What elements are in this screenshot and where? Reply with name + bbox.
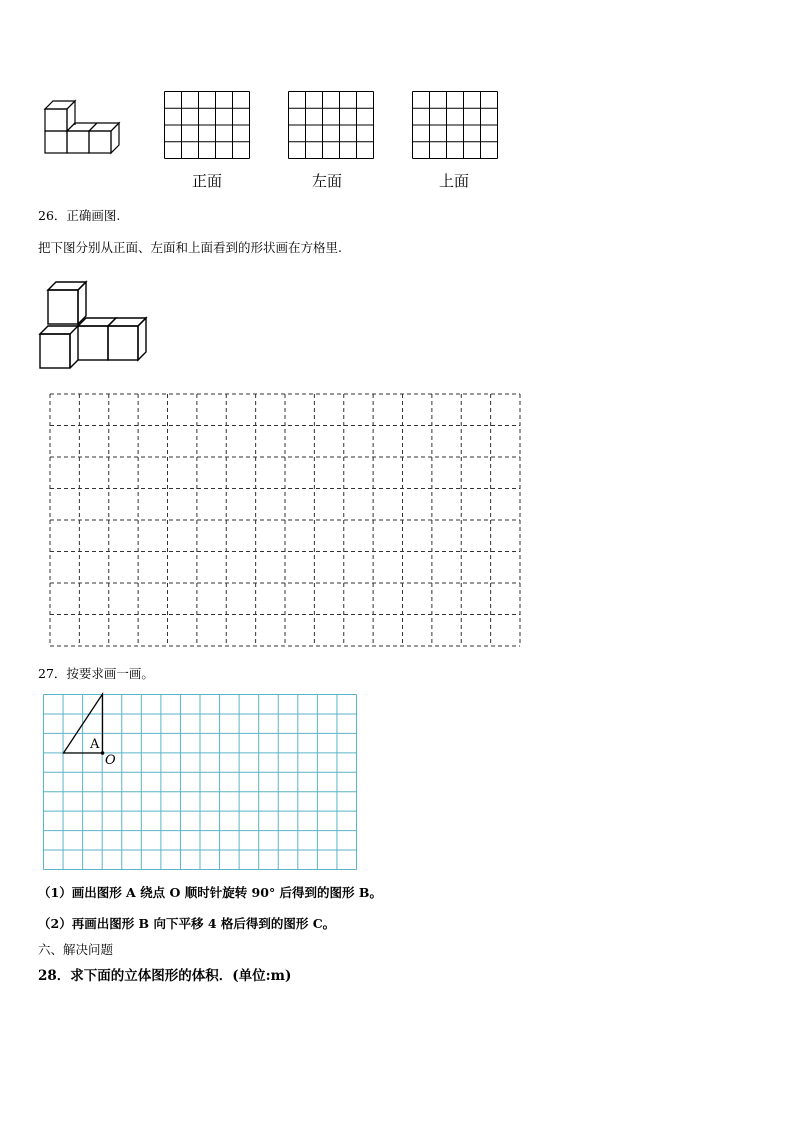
section6-title: 六、解决问题 xyxy=(38,942,114,957)
q28-title: 28．求下面的立体图形的体积．(单位:m) xyxy=(38,968,292,984)
label-top: 上面 xyxy=(439,172,470,190)
dashed-drawing-grid[interactable] xyxy=(49,393,521,647)
q26-title: 26．正确画图. xyxy=(38,208,121,223)
q27-step2: （2）再画出图形 B 向下平移 4 格后得到的图形 C。 xyxy=(38,916,336,931)
q27-title: 27．按要求画一画。 xyxy=(38,666,154,681)
grid-top-view[interactable] xyxy=(412,91,498,159)
cube-figure-q26 xyxy=(36,278,146,378)
q27-step1: （1）画出图形 A 绕点 O 顺时针旋转 90° 后得到的图形 B。 xyxy=(38,885,382,900)
label-o: O xyxy=(105,753,116,768)
point-o xyxy=(101,751,105,755)
label-front: 正面 xyxy=(192,172,223,190)
label-left: 左面 xyxy=(312,172,343,190)
grid-front-view[interactable] xyxy=(164,91,250,159)
grid-left-view[interactable] xyxy=(288,91,374,159)
label-a: A xyxy=(90,737,100,752)
blue-grid[interactable] xyxy=(43,694,359,872)
cube-figure-top xyxy=(38,92,128,162)
q26-instruction: 把下图分别从正面、左面和上面看到的形状画在方格里. xyxy=(38,240,342,255)
